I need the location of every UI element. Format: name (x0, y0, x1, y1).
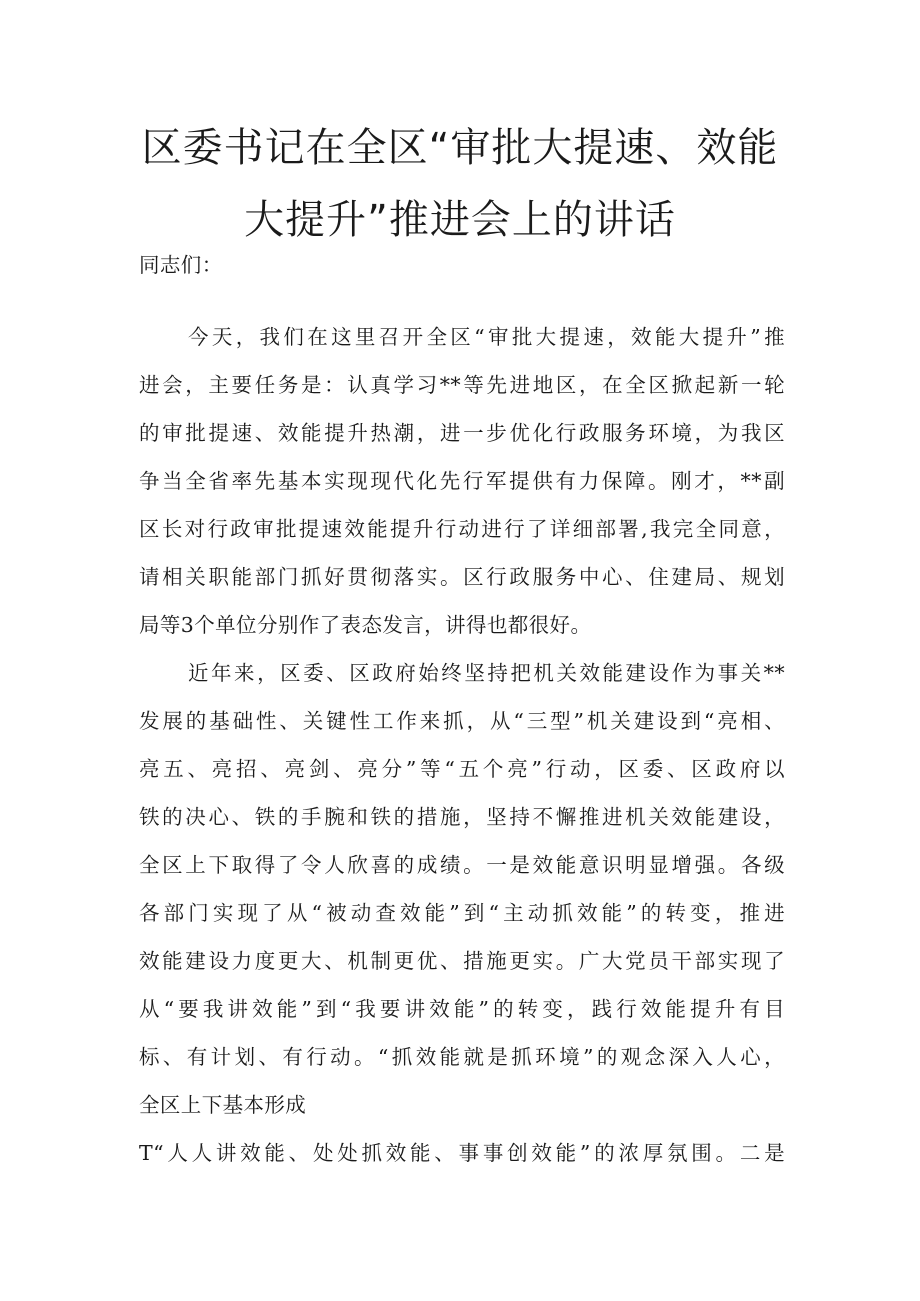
body-line: 发展的基础性、关键性工作来抓，从“三型”机关建设到“亮相、 (139, 709, 785, 733)
body-line: 全区上下基本形成 (139, 1093, 307, 1117)
body-line: 标、有计划、有行动。“抓效能就是抓环境”的观念深入人心， (139, 1045, 785, 1069)
body-line: 进会，主要任务是：认真学习**等先进地区，在全区掀起新一轮 (139, 373, 785, 397)
salutation: 同志们： (139, 253, 223, 277)
body-line: 全区上下取得了令人欣喜的成绩。一是效能意识明显增强。各级 (139, 853, 785, 877)
body-line: 从“要我讲效能”到“我要讲效能”的转变，践行效能提升有目 (139, 997, 785, 1021)
document-title-line-1: 区委书记在全区“审批大提速、效能 (141, 125, 779, 171)
body-line: 各部门实现了从“被动查效能”到“主动抓效能”的转变，推进 (139, 901, 785, 925)
body-line: 的审批提速、效能提升热潮，进一步优化行政服务环境，为我区 (139, 421, 785, 445)
body-line: 铁的决心、铁的手腕和铁的措施，坚持不懈推进机关效能建设， (139, 805, 785, 829)
body-line: 争当全省率先基本实现现代化先行军提供有力保障。刚才，**副 (139, 469, 785, 493)
body-line: 亮五、亮招、亮剑、亮分”等“五个亮”行动，区委、区政府以 (139, 757, 785, 781)
document-title-line-2: 大提升”推进会上的讲话 (244, 197, 676, 243)
body-line: 区长对行政审批提速效能提升行动进行了详细部署,我完全同意， (139, 517, 785, 541)
body-line: 近年来，区委、区政府始终坚持把机关效能建设作为事关** (188, 661, 785, 685)
body-line: 效能建设力度更大、机制更优、措施更实。广大党员干部实现了 (139, 949, 785, 973)
body-line: T“人人讲效能、处处抓效能、事事创效能”的浓厚氛围。二是 (139, 1141, 785, 1165)
body-line: 局等3个单位分别作了表态发言，讲得也都很好。 (139, 613, 592, 637)
body-line: 请相关职能部门抓好贯彻落实。区行政服务中心、住建局、规划 (139, 565, 785, 589)
body-line: 今天，我们在这里召开全区“审批大提速，效能大提升”推 (188, 325, 785, 349)
